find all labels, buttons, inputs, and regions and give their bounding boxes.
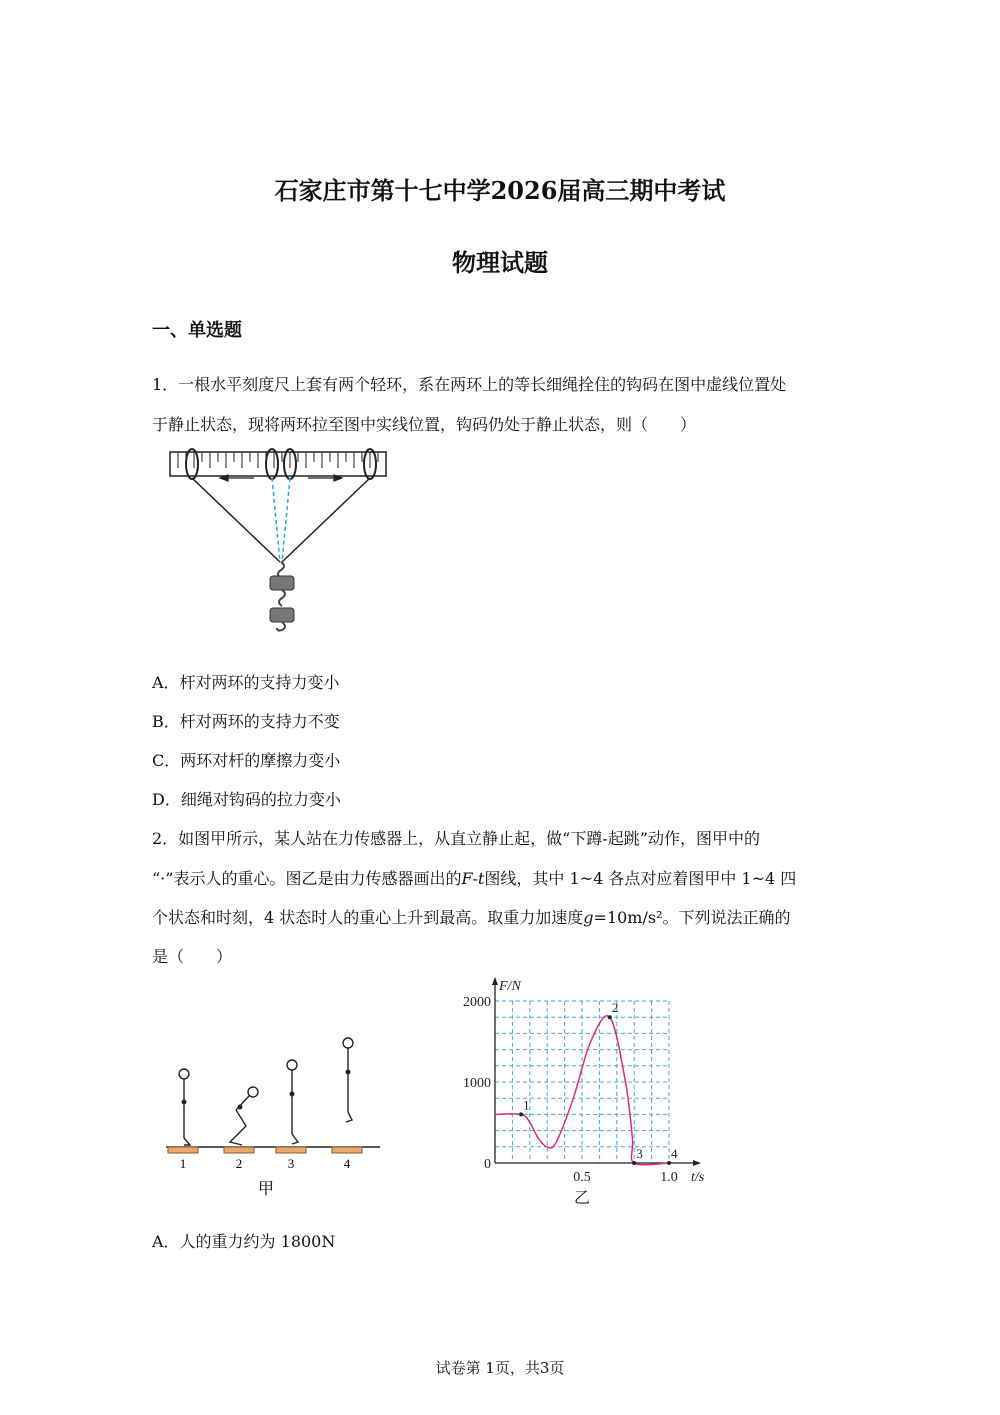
figure-jia-caption: 甲 <box>257 1181 275 1198</box>
q2-option-a: A．人的重力约为 1800N <box>152 1232 336 1251</box>
weight-2 <box>270 608 294 622</box>
stick-figure-3 <box>287 1060 298 1144</box>
stick-figure-4 <box>343 1038 353 1122</box>
y-tick-label: 2000 <box>463 995 491 1010</box>
point-marker-2 <box>608 1015 612 1019</box>
point-label-4: 4 <box>671 1146 678 1161</box>
hook-middle <box>279 590 285 606</box>
figure-label-1: 1 <box>179 1156 187 1171</box>
y-axis-arrow <box>492 977 498 985</box>
q2-stem-line4: 是（ ） <box>152 947 233 966</box>
q2-figure-yi-chart <box>450 975 715 1205</box>
weight-1 <box>270 576 294 590</box>
x-tick-label: 0.5 <box>573 1170 591 1185</box>
figure-label-2: 2 <box>235 1156 243 1171</box>
point-label-3: 3 <box>636 1146 643 1161</box>
y-axis-label: F/N <box>499 979 521 994</box>
chart-labels <box>519 1000 678 1205</box>
point-marker-4 <box>667 1161 671 1165</box>
x-axis-label: t/s <box>691 1170 705 1185</box>
q1-stem-line2: 于静止状态，现将两环拉至图中实线位置，钩码仍处于静止状态，则（ ） <box>152 415 697 434</box>
point-marker-1 <box>519 1112 523 1116</box>
figure-label-4: 4 <box>343 1156 351 1171</box>
chart-grid <box>495 1001 669 1163</box>
q1-figure-ruler-weights <box>166 448 390 638</box>
q1-option-b: B．杆对两环的支持力不变 <box>152 712 340 731</box>
point-marker-3 <box>632 1161 636 1165</box>
figure-yi-caption: 乙 <box>573 1190 591 1205</box>
q2-stem-line3: 个状态和时刻，4 状态时人的重心上升到最高。取重力加速度g=10m/s²。下列说法正确的 <box>152 908 791 927</box>
q2-figure-jia <box>160 1030 390 1205</box>
point-label-2: 2 <box>611 1000 619 1016</box>
hook-bottom <box>277 622 285 631</box>
q1-option-c: C．两环对杆的摩擦力变小 <box>152 751 341 770</box>
stick-figure-1 <box>179 1069 190 1145</box>
x-tick-label: 1.0 <box>660 1170 678 1185</box>
right-string-dashed <box>282 478 290 562</box>
left-string-dashed <box>272 478 280 562</box>
point-label-1: 1 <box>523 1097 530 1113</box>
sensor-plates <box>168 1147 362 1153</box>
q1-option-d: D．细绳对钩码的拉力变小 <box>152 790 341 809</box>
q1-stem-line1: 1．一根水平刻度尺上套有两个轻环，系在两环上的等长细绳拴住的钩码在图中虚线位置处 <box>152 375 787 394</box>
right-string-solid <box>282 478 370 562</box>
subject-title: 物理试题 <box>452 248 548 277</box>
q1-option-a: A．杆对两环的支持力变小 <box>152 673 340 692</box>
q2-stem-line1: 2．如图甲所示，某人站在力传感器上，从直立静止起，做“下蹲-起跳”动作，图甲中的 <box>152 829 760 848</box>
q2-stem-line2: “·”表示人的重心。图乙是由力传感器画出的F-t图线，其中 1~4 各点对应着图甲中 1~4 四 <box>152 869 797 888</box>
section-heading: 一、单选题 <box>152 320 242 341</box>
x-axis-arrow <box>693 1160 701 1166</box>
page-footer: 试卷第 1页，共3页 <box>435 1359 565 1377</box>
stick-figure-2 <box>230 1087 258 1145</box>
y-tick-label: 0 <box>484 1157 491 1172</box>
figure-label-3: 3 <box>287 1156 295 1171</box>
y-tick-label: 1000 <box>463 1076 491 1091</box>
left-string-solid <box>192 478 280 562</box>
exam-title: 石家庄市第十七中学2026届高三期中考试 <box>274 176 726 205</box>
